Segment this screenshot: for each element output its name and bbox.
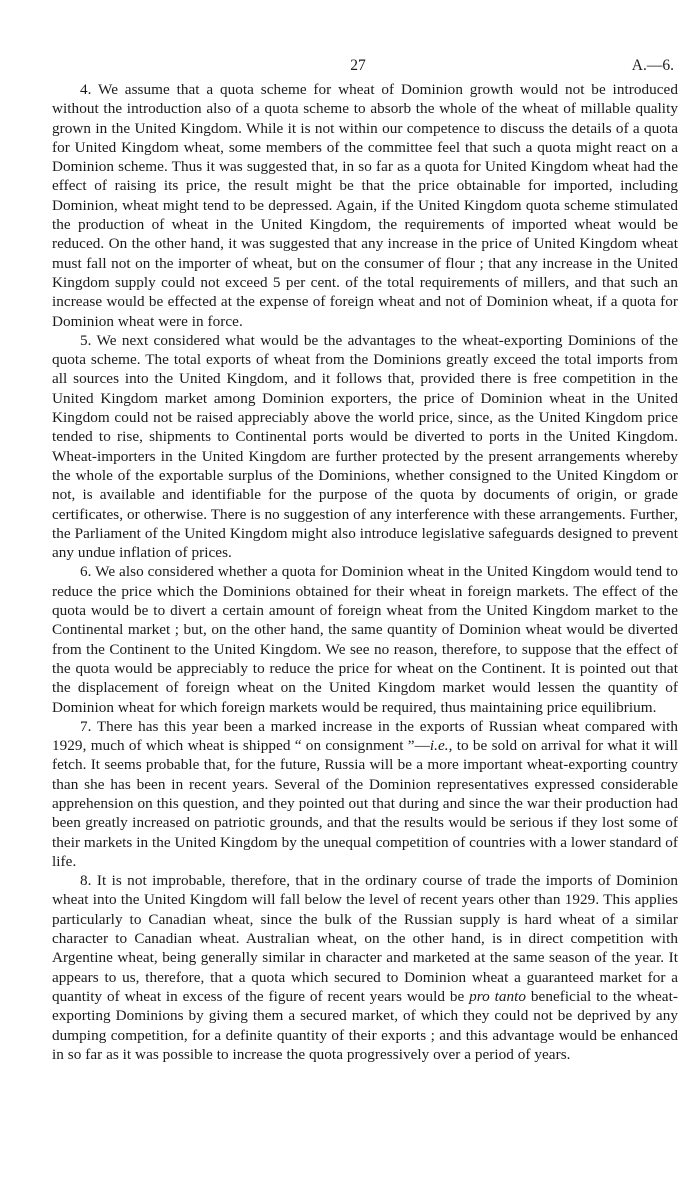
page-header — [52, 0, 678, 80]
paragraph-8-text-a: 8. It is not improbable, therefore, that in the ordinary course of trade the imports of Dominion wheat into the United Kingdom will fall below the level of recent years other than 1929. This applies particularly to Canadian wheat, since the bulk of the Russian supply is hard wheat of a similar character to Canadian wheat. Australian wheat, on the other hand, is in direct competition with Argentine wheat, being generally similar in character and marketed at the same season of the year. It appears to us, therefore, that a quota which secured to Dominion wheat a guaranteed market for a quantity of wheat in excess of the figure of recent years would be — [52, 872, 678, 1005]
paragraph-7 — [52, 717, 678, 871]
paragraph-6: 6. We also considered whether a quota for Dominion wheat in the United Kingdom would tend to reduce the price which the Dominions obtained for their wheat in foreign markets. The effect of the quota would be to divert a certain amount of foreign wheat from the United Kingdom market to the Continental market ; but, on the other hand, the same quantity of Dominion wheat would be diverted from the Continent to the United Kingdom. We see no reason, therefore, to suppose that the effect of the quota would be appreciably to reduce the price for wheat on the Continent. It is pointed out that the displacement of foreign wheat on the United Kingdom market would lessen the quantity of Dominion wheat for which foreign markets would be required, thus maintaining price equilibrium. — [52, 563, 678, 716]
paragraph-7-text-a: 7. There has this year been a marked increase in the exports of Russian wheat compared with 1929, much of which wheat is shipped “ on consignment ”— — [52, 717, 678, 755]
paragraph-7-emphasis: i.e. — [429, 737, 449, 755]
paragraph-5: 5. We next considered what would be the advantages to the wheat-exporting Dominions of the quota scheme. The total exports of wheat from the Dominions greatly exceed the total imports from all sources into the United Kingdom, and it follows that, provided there is free competition in the United Kingdom market among Dominion exporters, the price of Dominion wheat in the United Kingdom could not be raised appreciably above the world price, since, as the United Kingdom price tended to rise, shipments to Continental ports would be diverted to ports in the United Kingdom. Wheat-importers in the United Kingdom are further protected by the present arrangements whereby the whole of the exportable surplus of the Dominions, whether consigned to the United Kingdom or not, is available and identifiable for the purpose of the quota by documents of origin, or grade certificates, or otherwise. There is no suggestion of any interference with these arrangements. Further, the Parliament of the United Kingdom might also introduce legislative safeguards designed to prevent any undue inflation of prices. — [52, 331, 678, 562]
paragraph-4: 4. We assume that a quota scheme for wheat of Dominion growth would not be introduced without the introduction also of a quota scheme to absorb the whole of the wheat of millable quality grown in the United Kingdom. While it is not within our competence to discuss the details of a quota for United Kingdom wheat, some members of the committee feel that such a quota might react on a Dominion scheme. Thus it was suggested that, in so far as a quota for United Kingdom wheat had the effect of raising its price, the result might be that the price obtainable for imported, including Dominion, wheat might tend to be depressed. Again, if the United Kingdom quota scheme stimulated the production of wheat in the United Kingdom, the requirements of imported wheat would be reduced. On the other hand, it was suggested that any increase in the price of United Kingdom wheat must fall not on the importer of wheat, but on the consumer of flour ; that any increase in the United Kingdom supply could not exceed 5 per cent. of the total requirements of millers, and that such an increase would be effected at the expense of foreign wheat and not of Dominion wheat, if a quota for Dominion wheat were in force. — [52, 81, 678, 330]
page-number-text: 27 — [350, 57, 366, 74]
body-text — [52, 80, 678, 1064]
document-reference: A.—6. — [631, 57, 674, 74]
paragraph-8-text-b: beneficial to the wheat-exporting Dominions by giving them a secured market, of which they could not be deprived by any dumping competition, for a definite quantity of their exports ; and this advantage would be enhanced in so far as it was possible to increase the quota progressively over a period of years. — [52, 987, 678, 1063]
paragraph-8-emphasis: pro tanto — [469, 987, 527, 1005]
paragraph-7-text-b: , to be sold on arrival for what it will fetch. It seems probable that, for the future, Russia will be a more important wheat-exporting country than she has been in recent years. Several of the Dominion representatives expressed considerable apprehension on this question, and they pointed out that during and since the war their production had been greatly increased on patriotic grounds, and that the results would be serious if they lost some of their markets in the United Kingdom by the unequal competition of countries with a lower standard of life. — [52, 737, 678, 870]
page-number — [52, 57, 678, 75]
paragraph-8 — [52, 871, 678, 1064]
